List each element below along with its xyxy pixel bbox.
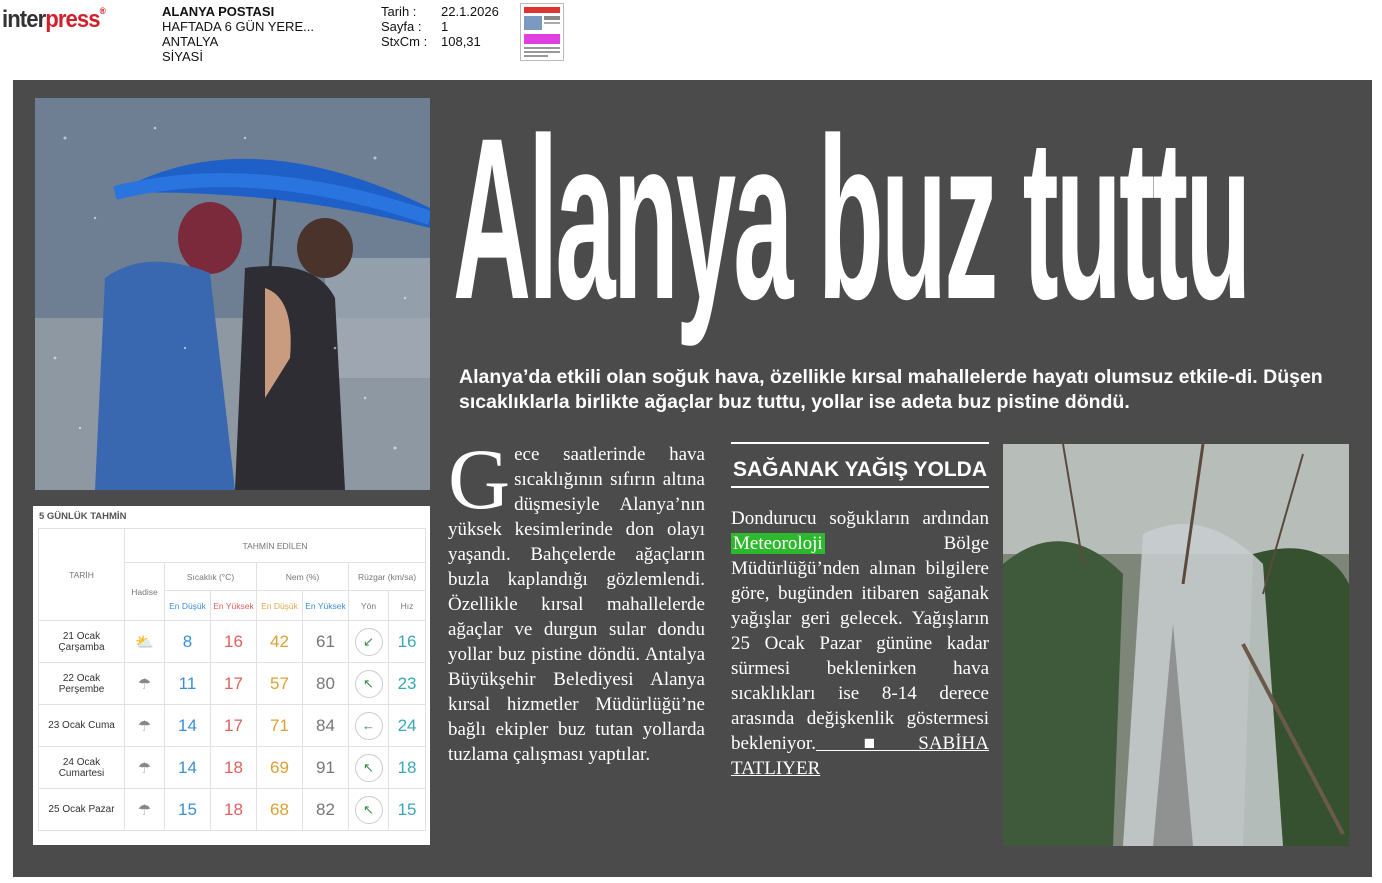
sub-dir: Yön: [349, 591, 389, 621]
rain-cloud-icon: ☂: [125, 663, 165, 705]
wind-direction-icon: ↖: [355, 670, 383, 698]
sub-min-temp: En Düşük: [165, 591, 211, 621]
publication-city: ANTALYA: [162, 34, 219, 49]
col-group: TAHMİN EDİLEN: [125, 529, 426, 563]
wind-direction-icon: ←: [355, 712, 383, 740]
sidebar-body: Dondurucu soğukların ardından Meteoroloji Bölge Müdürlüğü’nden alınan bilgilere göre, bugünden itibaren sağanak yağışlar geri gelecek. Yağışların 25 Ocak Pazar gününe kadar sürmesi beklenirken hava sıcaklıkları ise 8-14 derece arasında değişkenlik göstermesi bekleniyor. ■SABİHA TATLIYER: [731, 508, 989, 779]
page-label: Sayfa :: [381, 19, 422, 34]
sub-min-hum: En Düşük: [257, 591, 303, 621]
date-label: Tarih :: [381, 4, 417, 19]
byline: ■SABİHA TATLIYER: [731, 733, 989, 779]
publication-frequency: HAFTADA 6 GÜN YERE...: [162, 19, 314, 34]
wind-direction-icon: ↖: [355, 754, 383, 782]
publication-info: [162, 4, 314, 64]
table-row: 21 Ocak Çarşamba ⛅ 8 16 42 61 ↙ 16: [39, 621, 426, 663]
frozen-trees-photo: [1003, 444, 1349, 846]
stxcm-label: StxCm :: [381, 34, 428, 49]
sub-speed: Hız: [389, 591, 426, 621]
sub-max-temp: En Yüksek: [211, 591, 257, 621]
col-temp: Sıcaklık (°C): [165, 563, 257, 591]
forecast-title: 5 GÜNLÜK TAHMİN: [39, 511, 127, 522]
divider: [731, 486, 989, 488]
rain-umbrella-photo: [35, 98, 430, 490]
clip-info: [381, 4, 499, 49]
article-body: [448, 431, 705, 767]
stxcm-value: 108,31: [441, 34, 481, 49]
forecast-table: [33, 506, 430, 845]
article-body-text: ece saatlerinde hava sıcaklığının sıfırın altına düşmesiyle Alanya’nın yüksek kesimlerinde don olayı yaşandı. Bahçelerde ağaçların buzla kaplandığı gözlemlendi. Özellikle kırsal mahallelerde ağaçlar ve durgun sular dondu yollar buz pistine döndü. Antalya Büyükşehir Belediyesi Alanya kırsal hizmetler Müdürlüğü’ne bağlı ekipler buz tutan yollarda tuzlama çalışması yaptılar.: [448, 444, 705, 765]
headline: Alanya buz tuttu: [453, 90, 1249, 347]
sidebar-story: [731, 442, 989, 781]
publication-section: SİYASİ: [162, 49, 203, 64]
wind-direction-icon: ↙: [355, 628, 383, 656]
col-event: Hadise: [125, 563, 165, 621]
table-row: 25 Ocak Pazar ☂ 15 18 68 82 ↖ 15: [39, 789, 426, 831]
sub-max-hum: En Yüksek: [303, 591, 349, 621]
drop-cap: G: [448, 431, 511, 527]
rain-cloud-icon: ☂: [125, 705, 165, 747]
col-humidity: Nem (%): [257, 563, 349, 591]
page-thumbnail[interactable]: [520, 3, 564, 61]
highlighted-keyword: Meteoroloji: [733, 533, 823, 554]
col-date: TARİH: [39, 529, 125, 621]
publication-name: ALANYA POSTASI: [162, 4, 275, 19]
date-value: 22.1.2026: [441, 4, 499, 19]
article-deck: Alanya’da etkili olan soğuk hava, özellikle kırsal mahallelerde hayatı olumsuz etkile-di. Düşen sıcaklıklarla birlikte ağaçlar buz tuttu, yollar ise adeta buz pistine döndü.: [459, 366, 1323, 413]
page-value: 1: [441, 19, 449, 34]
col-wind: Rüzgar (km/sa): [349, 563, 426, 591]
rain-cloud-icon: ☂: [125, 789, 165, 831]
newspaper-clipping: [13, 80, 1372, 877]
rain-cloud-icon: ☂: [125, 747, 165, 789]
wind-direction-icon: ↖: [355, 796, 383, 824]
subheading: SAĞANAK YAĞIŞ YOLDA: [733, 458, 987, 481]
table-row: 22 Ocak Perşembe ☂ 11 17 57 80 ↖ 23: [39, 663, 426, 705]
sun-cloud-icon: ⛅: [125, 621, 165, 663]
table-row: 24 Ocak Cumartesi ☂ 14 18 69 91 ↖ 18: [39, 747, 426, 789]
interpress-logo: interpress®: [2, 6, 105, 33]
table-row: 23 Ocak Cuma ☂ 14 17 71 84 ← 24: [39, 705, 426, 747]
